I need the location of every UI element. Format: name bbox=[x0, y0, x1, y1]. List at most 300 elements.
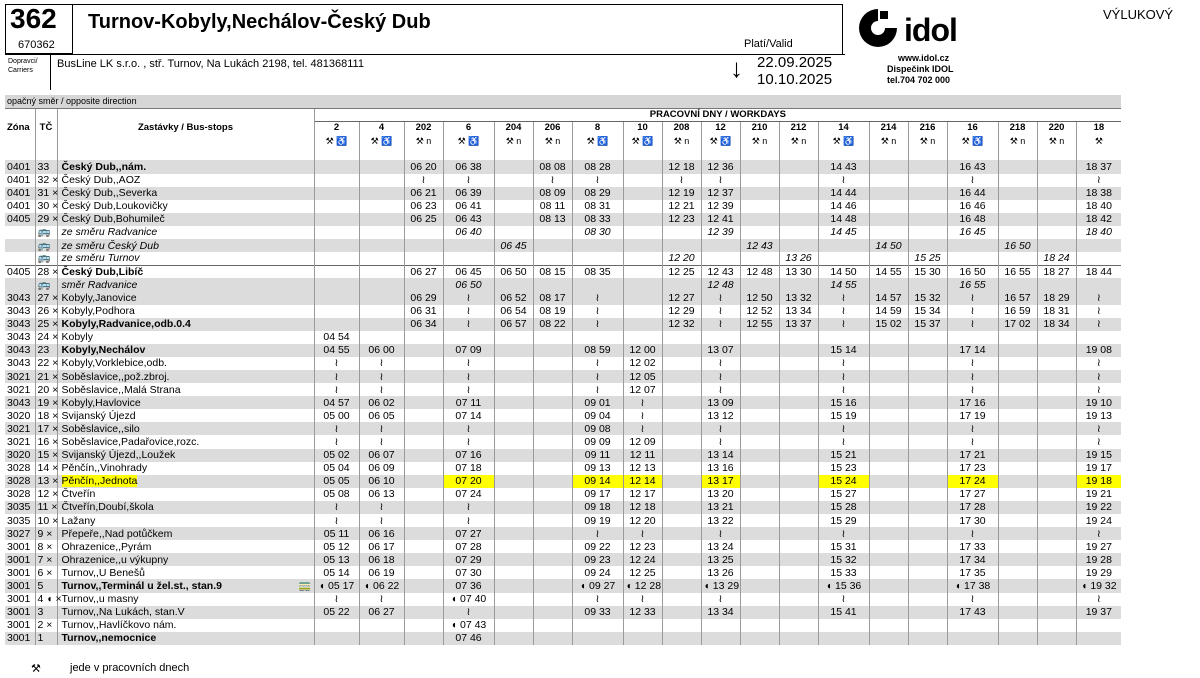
time-cell bbox=[533, 409, 572, 422]
time-cell: 04 55 bbox=[314, 344, 359, 357]
trip-number: 12 bbox=[701, 121, 740, 134]
trip-number: 14 bbox=[818, 121, 869, 134]
time-cell: 06 45 bbox=[443, 265, 494, 278]
time-cell: 09 19 bbox=[572, 514, 623, 527]
time-cell: 12 09 bbox=[623, 435, 662, 448]
time-cell: ≀ bbox=[947, 305, 998, 318]
time-cell: 13 26 bbox=[779, 252, 818, 265]
time-cell bbox=[533, 278, 572, 291]
trip-number: 2 bbox=[314, 121, 359, 134]
direction-row bbox=[5, 95, 1121, 108]
time-cell bbox=[740, 344, 779, 357]
stop-row bbox=[5, 566, 1121, 579]
spacer-cell bbox=[998, 147, 1037, 160]
time-cell: ≀ bbox=[572, 318, 623, 331]
time-cell: 06 38 bbox=[443, 160, 494, 173]
date-to: 10.10.2025 bbox=[757, 71, 833, 88]
time-cell: 12 36 bbox=[701, 160, 740, 173]
time-cell: 09 13 bbox=[572, 462, 623, 475]
time-cell: 06 54 bbox=[494, 305, 533, 318]
time-cell bbox=[623, 226, 662, 239]
time-cell bbox=[662, 619, 701, 632]
trip-number: 216 bbox=[908, 121, 947, 134]
time-cell bbox=[998, 475, 1037, 488]
time-cell bbox=[533, 239, 572, 252]
time-cell bbox=[998, 383, 1037, 396]
time-cell bbox=[998, 566, 1037, 579]
tc-cell: 32 × bbox=[35, 174, 57, 187]
time-cell bbox=[779, 475, 818, 488]
zone-cell: 3043 bbox=[7, 357, 31, 370]
time-cell bbox=[779, 579, 818, 592]
time-cell bbox=[404, 619, 443, 632]
time-cell bbox=[869, 435, 908, 448]
time-cell bbox=[662, 553, 701, 566]
stop-name-text: ze směru Turnov bbox=[61, 252, 140, 265]
time-cell: 16 55 bbox=[947, 278, 998, 291]
time-cell bbox=[662, 344, 701, 357]
time-cell bbox=[908, 619, 947, 632]
time-cell: 19 15 bbox=[1076, 449, 1121, 462]
time-cell bbox=[998, 409, 1037, 422]
time-cell bbox=[740, 278, 779, 291]
tc-cell: 9 × bbox=[35, 527, 57, 540]
time-cell bbox=[662, 527, 701, 540]
time-cell bbox=[1037, 239, 1076, 252]
time-cell bbox=[998, 226, 1037, 239]
time-cell: 06 16 bbox=[359, 527, 404, 540]
time-cell: 15 21 bbox=[818, 449, 869, 462]
tc-cell: 6 × bbox=[35, 566, 57, 579]
trip-code: ⚒ ♿ bbox=[572, 134, 623, 147]
time-cell: 12 14 bbox=[623, 475, 662, 488]
time-cell bbox=[779, 174, 818, 187]
time-cell bbox=[404, 396, 443, 409]
time-cell bbox=[1076, 331, 1121, 344]
time-cell: ≀ bbox=[947, 370, 998, 383]
spacer-cell bbox=[818, 147, 869, 160]
stop-name bbox=[57, 291, 314, 304]
time-cell bbox=[359, 305, 404, 318]
tc-cell: 16 × bbox=[35, 435, 57, 448]
stop-name bbox=[57, 396, 314, 409]
time-cell bbox=[779, 187, 818, 200]
time-cell bbox=[404, 606, 443, 619]
time-cell bbox=[1037, 462, 1076, 475]
time-cell: 17 19 bbox=[947, 409, 998, 422]
time-cell bbox=[662, 449, 701, 462]
time-cell bbox=[1037, 213, 1076, 226]
time-cell bbox=[908, 593, 947, 606]
time-cell bbox=[1037, 174, 1076, 187]
trip-number: 10 bbox=[623, 121, 662, 134]
time-cell: ≀ bbox=[314, 357, 359, 370]
time-cell bbox=[359, 252, 404, 265]
time-cell bbox=[533, 579, 572, 592]
time-cell: 06 52 bbox=[494, 291, 533, 304]
stop-name-text: Turnov,,U Benešů bbox=[61, 566, 145, 579]
time-cell bbox=[740, 475, 779, 488]
zone-cell: 3028 bbox=[7, 488, 31, 501]
time-cell: 08 31 bbox=[572, 200, 623, 213]
time-cell bbox=[779, 239, 818, 252]
time-cell: 18 31 bbox=[1037, 305, 1076, 318]
stop-name bbox=[57, 462, 314, 475]
time-cell bbox=[662, 239, 701, 252]
time-cell bbox=[779, 160, 818, 173]
time-cell bbox=[359, 619, 404, 632]
time-cell: ≀ bbox=[947, 318, 998, 331]
time-cell bbox=[533, 449, 572, 462]
time-cell: 17 34 bbox=[947, 553, 998, 566]
time-cell bbox=[740, 553, 779, 566]
time-cell: 16 55 bbox=[998, 265, 1037, 278]
time-cell: ≀ bbox=[947, 527, 998, 540]
time-cell: 13 34 bbox=[701, 606, 740, 619]
time-cell: 06 18 bbox=[359, 553, 404, 566]
spacer-cell bbox=[494, 147, 533, 160]
time-cell: ≀ bbox=[701, 422, 740, 435]
stop-name bbox=[57, 213, 314, 226]
time-cell bbox=[662, 226, 701, 239]
time-cell bbox=[662, 593, 701, 606]
tc-cell: 14 × bbox=[35, 462, 57, 475]
time-cell: 19 10 bbox=[1076, 396, 1121, 409]
time-cell: ≀ bbox=[701, 383, 740, 396]
trip-code: ⚒ n bbox=[869, 134, 908, 147]
time-cell bbox=[869, 514, 908, 527]
tc-cell: 31 × bbox=[35, 187, 57, 200]
time-cell bbox=[1037, 593, 1076, 606]
time-cell bbox=[818, 632, 869, 645]
time-cell bbox=[533, 606, 572, 619]
time-cell bbox=[869, 501, 908, 514]
stop-row bbox=[5, 357, 1121, 370]
time-cell bbox=[869, 632, 908, 645]
time-cell bbox=[908, 501, 947, 514]
stop-name-text: ze směru Radvanice bbox=[61, 226, 158, 239]
time-cell bbox=[998, 553, 1037, 566]
time-cell bbox=[908, 226, 947, 239]
time-cell bbox=[869, 475, 908, 488]
time-cell: ≀ bbox=[443, 174, 494, 187]
time-cell: 17 27 bbox=[947, 488, 998, 501]
tc-cell: 🚌 bbox=[35, 252, 57, 265]
time-cell: 14 43 bbox=[818, 160, 869, 173]
time-cell: ≀ bbox=[1076, 527, 1121, 540]
time-cell bbox=[869, 226, 908, 239]
time-cell bbox=[947, 331, 998, 344]
time-cell bbox=[1037, 344, 1076, 357]
stop-name-text: Čtveřín,Doubí,škola bbox=[61, 501, 154, 514]
time-cell: 12 24 bbox=[623, 553, 662, 566]
time-cell: 12 07 bbox=[623, 383, 662, 396]
time-cell: 12 02 bbox=[623, 357, 662, 370]
tc-cell: 33 bbox=[35, 160, 57, 173]
trip-code: ⚒ n bbox=[662, 134, 701, 147]
time-cell: ≀ bbox=[443, 422, 494, 435]
time-cell: 15 32 bbox=[818, 553, 869, 566]
spacer-cell bbox=[5, 147, 35, 160]
time-cell bbox=[740, 160, 779, 173]
time-cell bbox=[779, 527, 818, 540]
time-cell: ≀ bbox=[1076, 370, 1121, 383]
stop-name bbox=[57, 619, 314, 632]
time-cell: 15 33 bbox=[818, 566, 869, 579]
time-cell: ≀ bbox=[314, 422, 359, 435]
time-cell bbox=[662, 579, 701, 592]
trip-number: 18 bbox=[1076, 121, 1121, 134]
time-cell: ≀ bbox=[818, 422, 869, 435]
spacer-cell bbox=[314, 147, 359, 160]
time-cell bbox=[869, 579, 908, 592]
time-cell: 13 22 bbox=[701, 514, 740, 527]
time-cell: ≀ bbox=[623, 409, 662, 422]
stop-name-text: Český Dub,,nám. bbox=[61, 161, 147, 174]
trip-code: ⚒ ♿ bbox=[623, 134, 662, 147]
time-cell bbox=[404, 514, 443, 527]
time-cell: ≀ bbox=[701, 370, 740, 383]
spacer-cell bbox=[1037, 147, 1076, 160]
time-cell: 07 09 bbox=[443, 344, 494, 357]
tc-cell: 13 × bbox=[35, 475, 57, 488]
time-cell bbox=[533, 370, 572, 383]
time-cell: 12 27 bbox=[662, 291, 701, 304]
zone-cell: 3020 bbox=[5, 449, 35, 462]
time-cell bbox=[533, 383, 572, 396]
time-cell bbox=[623, 213, 662, 226]
time-cell: ◖ 15 36 bbox=[818, 579, 869, 592]
stop-row bbox=[5, 174, 1121, 187]
time-cell bbox=[533, 540, 572, 553]
time-cell: ≀ bbox=[1076, 357, 1121, 370]
time-cell bbox=[779, 435, 818, 448]
spacer-cell bbox=[533, 147, 572, 160]
time-cell: 15 23 bbox=[818, 462, 869, 475]
time-cell bbox=[740, 566, 779, 579]
zone-cell bbox=[5, 226, 35, 239]
time-cell bbox=[494, 252, 533, 265]
time-cell bbox=[740, 606, 779, 619]
time-cell: 08 17 bbox=[533, 291, 572, 304]
time-cell bbox=[533, 435, 572, 448]
time-cell bbox=[494, 501, 533, 514]
time-cell: 19 08 bbox=[1076, 344, 1121, 357]
time-cell: 06 19 bbox=[359, 566, 404, 579]
time-cell: ≀ bbox=[1076, 318, 1121, 331]
time-cell: 06 41 bbox=[443, 200, 494, 213]
time-cell bbox=[359, 278, 404, 291]
time-cell bbox=[494, 409, 533, 422]
time-cell: 04 57 bbox=[314, 396, 359, 409]
tc-cell: 29 × bbox=[35, 213, 57, 226]
stop-name bbox=[57, 252, 314, 265]
time-cell: 16 50 bbox=[947, 265, 998, 278]
time-cell: 13 26 bbox=[701, 566, 740, 579]
trip-code: ⚒ n bbox=[998, 134, 1037, 147]
time-cell: 17 23 bbox=[947, 462, 998, 475]
time-cell: 12 17 bbox=[623, 488, 662, 501]
time-cell bbox=[443, 239, 494, 252]
time-cell: ≀ bbox=[1076, 383, 1121, 396]
time-cell: 06 21 bbox=[404, 187, 443, 200]
time-cell bbox=[1037, 619, 1076, 632]
time-cell: 15 24 bbox=[818, 475, 869, 488]
time-cell bbox=[623, 305, 662, 318]
time-cell bbox=[1037, 226, 1076, 239]
time-cell: 12 33 bbox=[623, 606, 662, 619]
time-cell bbox=[740, 331, 779, 344]
time-cell: 06 00 bbox=[359, 344, 404, 357]
time-cell bbox=[572, 239, 623, 252]
time-cell bbox=[1037, 422, 1076, 435]
stop-name-text: Svijanský Újezd bbox=[61, 409, 136, 422]
zone-cell: 3001 bbox=[7, 619, 31, 632]
stop-name-text: Svijanský Újezd,,Loužek bbox=[61, 449, 176, 462]
time-cell bbox=[533, 527, 572, 540]
time-cell: ≀ bbox=[443, 370, 494, 383]
time-cell: 09 11 bbox=[572, 449, 623, 462]
time-cell bbox=[869, 422, 908, 435]
time-cell bbox=[1037, 278, 1076, 291]
time-cell: 05 11 bbox=[314, 527, 359, 540]
time-cell: ◖ 19 32 bbox=[1076, 579, 1121, 592]
time-cell: 16 57 bbox=[998, 291, 1037, 304]
time-cell: ≀ bbox=[314, 593, 359, 606]
time-cell bbox=[494, 160, 533, 173]
route-title: Turnov-Kobyly,Nechálov-Český Dub bbox=[88, 11, 431, 33]
time-cell bbox=[494, 213, 533, 226]
time-cell: 13 20 bbox=[701, 488, 740, 501]
zone-cell: 0401 bbox=[7, 174, 31, 187]
time-cell bbox=[947, 632, 998, 645]
time-cell bbox=[533, 462, 572, 475]
tc-cell: 30 × bbox=[35, 200, 57, 213]
stop-name bbox=[57, 344, 314, 357]
time-cell bbox=[908, 449, 947, 462]
tc-cell: 19 × bbox=[35, 396, 57, 409]
time-cell bbox=[494, 540, 533, 553]
time-cell bbox=[779, 331, 818, 344]
time-cell: 12 48 bbox=[701, 278, 740, 291]
time-cell: ≀ bbox=[359, 383, 404, 396]
time-cell: ≀ bbox=[818, 291, 869, 304]
time-cell bbox=[998, 606, 1037, 619]
stop-name-text: Pěnčín,,Vinohrady bbox=[61, 462, 148, 475]
time-cell bbox=[740, 174, 779, 187]
stop-name bbox=[57, 409, 314, 422]
time-cell bbox=[998, 514, 1037, 527]
time-cell bbox=[779, 213, 818, 226]
col-zone-header: Zóna bbox=[7, 121, 30, 133]
time-cell bbox=[818, 331, 869, 344]
carrier-text: BusLine LK s.r.o. , stř. Turnov, Na Lukách 2198, tel. 481368111 bbox=[57, 58, 364, 70]
time-cell bbox=[533, 566, 572, 579]
time-cell: 12 32 bbox=[662, 318, 701, 331]
time-cell bbox=[998, 200, 1037, 213]
time-cell bbox=[359, 200, 404, 213]
tc-cell: 22 × bbox=[35, 357, 57, 370]
time-cell: 12 52 bbox=[740, 305, 779, 318]
stop-name-text: Český Dub,Libíč bbox=[61, 266, 144, 279]
time-cell bbox=[869, 200, 908, 213]
time-cell: 18 24 bbox=[1037, 252, 1076, 265]
zone-cell bbox=[5, 278, 35, 291]
time-cell: 19 24 bbox=[1076, 514, 1121, 527]
stop-name-text: Kobyly,Nechálov bbox=[61, 344, 146, 357]
spacer-cell bbox=[35, 147, 57, 160]
time-cell: 06 27 bbox=[404, 265, 443, 278]
time-cell bbox=[359, 226, 404, 239]
time-cell: 17 28 bbox=[947, 501, 998, 514]
spacer-cell bbox=[572, 147, 623, 160]
time-cell bbox=[533, 593, 572, 606]
time-cell: ≀ bbox=[572, 291, 623, 304]
time-cell bbox=[740, 383, 779, 396]
time-cell: 12 21 bbox=[662, 200, 701, 213]
time-cell bbox=[533, 553, 572, 566]
time-cell: ≀ bbox=[947, 435, 998, 448]
stop-row bbox=[5, 435, 1121, 448]
time-cell: ≀ bbox=[314, 501, 359, 514]
trip-code: ⚒ ♿ bbox=[443, 134, 494, 147]
spacer-cell bbox=[740, 147, 779, 160]
tc-cell: 24 × bbox=[35, 331, 57, 344]
time-cell bbox=[623, 318, 662, 331]
header-divider bbox=[5, 54, 845, 55]
time-cell: 16 43 bbox=[947, 160, 998, 173]
time-cell bbox=[869, 462, 908, 475]
time-cell: 06 50 bbox=[494, 265, 533, 278]
zone-cell: 0401 bbox=[5, 187, 35, 200]
stop-name bbox=[57, 278, 314, 291]
zone-cell: 3043 bbox=[5, 344, 35, 357]
valid-label: Platí/Valid bbox=[744, 38, 793, 50]
stop-row bbox=[5, 462, 1121, 475]
time-cell bbox=[533, 475, 572, 488]
spacer-cell bbox=[443, 147, 494, 160]
stop-row bbox=[5, 305, 1121, 318]
time-cell bbox=[623, 252, 662, 265]
zone-cell: 3001 bbox=[7, 593, 31, 606]
time-cell bbox=[1037, 435, 1076, 448]
time-cell bbox=[740, 579, 779, 592]
time-cell bbox=[494, 632, 533, 645]
time-cell bbox=[908, 357, 947, 370]
time-cell: 07 20 bbox=[443, 475, 494, 488]
time-cell bbox=[779, 553, 818, 566]
spacer-cell bbox=[779, 147, 818, 160]
time-cell bbox=[314, 291, 359, 304]
stop-name bbox=[57, 501, 314, 514]
time-cell bbox=[314, 252, 359, 265]
time-cell: 07 14 bbox=[443, 409, 494, 422]
time-cell bbox=[779, 488, 818, 501]
time-cell bbox=[998, 344, 1037, 357]
time-cell bbox=[443, 331, 494, 344]
time-cell: ◖ 05 17 bbox=[314, 579, 359, 592]
logo-url[interactable]: www.idol.cz bbox=[898, 53, 950, 63]
time-cell: 06 57 bbox=[494, 318, 533, 331]
time-cell bbox=[572, 331, 623, 344]
time-cell: 12 20 bbox=[623, 514, 662, 527]
time-cell: 07 36 bbox=[443, 579, 494, 592]
time-cell bbox=[998, 501, 1037, 514]
tc-cell: 17 × bbox=[35, 422, 57, 435]
time-cell: 07 16 bbox=[443, 449, 494, 462]
stop-row bbox=[5, 278, 1121, 291]
time-cell bbox=[869, 213, 908, 226]
